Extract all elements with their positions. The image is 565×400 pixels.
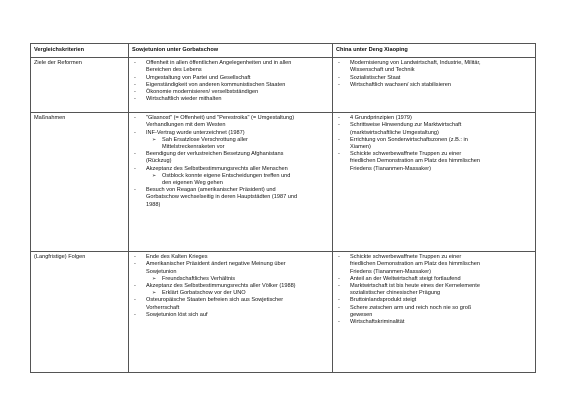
bullet-item: - Wirtschaftlich wachsen/ sich stabilisieren (336, 82, 532, 89)
table-row (31, 252, 536, 373)
bullet-item: - Modernisierung von Landwirtschaft, Industrie, Militär, (336, 60, 532, 67)
bullet-continuation: Sowjetunion (146, 268, 177, 275)
bullet-continuation: (Rückzug) (146, 158, 172, 165)
bullet-item: - Anteil an der Weltwirtschaft steigt fortlaufend (336, 276, 532, 283)
bullet-continuation: Friedens (Tiananmen-Massaker) (350, 165, 431, 172)
bullet-item: - Akzeptanz des Selbstbestimmungsrechts aller Menschen (132, 166, 329, 173)
bullet-item: - Ökonomie modernisieren/ verselbstständigen (132, 89, 329, 96)
bullet-item: - Akzeptanz des Selbstbestimmungsrechts aller Völker (1988) (132, 283, 329, 290)
bullet-item: - Sozialistischer Staat (336, 75, 532, 82)
soviet-cell (129, 58, 333, 113)
sub-bullet-item: ➢ Freundschaftliches Verhältnis (132, 276, 329, 283)
bullet-item: - Schickte schwerbewaffnete Truppen zu einer (336, 254, 532, 261)
sub-bullet-item: ➢ Ostblock konnte eigene Entscheidungen treffen und (132, 173, 329, 180)
bullet-continuation: Verhandlungen mit dem Westen (146, 122, 226, 129)
bullet-item: - Errichtung von Sonderwirtschaftszonen (z.B.: in (336, 137, 532, 144)
soviet-cell (129, 252, 333, 373)
bullet-item: - Ende des Kalten Krieges (132, 254, 329, 261)
bullet-item: - Eigenständigkeit von anderen kommunistischen Staaten (132, 82, 329, 89)
bullet-item: - Marktwirtschaft ist bis heute eines der Kernelemente (336, 283, 532, 290)
table-row (31, 58, 536, 113)
bullet-item: - Schere zwischen arm und reich noch nie so groß (336, 305, 532, 312)
bullet-item: - Umgestaltung von Partei und Gesellschaft (132, 75, 329, 82)
row-label: Maßnahmen (31, 113, 129, 252)
china-cell (333, 252, 536, 373)
table-header-row (31, 44, 536, 58)
bullet-continuation: Vorherrschaft (146, 304, 180, 311)
bullet-item: - Schickte schwerbewaffnete Truppen zu einer (336, 151, 532, 158)
bullet-item: - Bruttoinlandsprodukt steigt (336, 297, 532, 304)
bullet-item: - 4 Grundprinzipien (1979) (336, 115, 532, 122)
bullet-item: - Sowjetunion löst sich auf (132, 312, 329, 319)
bullet-continuation: sozialistischer chinesischer Prägung (350, 290, 441, 297)
header-china: China unter Deng Xiaoping (333, 44, 536, 58)
bullet-item: - "Glasnost" (= Offenheit) und "Perestroika" (= Umgestaltung) (132, 115, 329, 122)
bullet-item: - INF-Vertrag wurde unterzeichnet (1987) (132, 130, 329, 137)
bullet-continuation: friedlichen Demonstration am Platz des himmlischen (350, 158, 480, 165)
bullet-item: - Wirtschaftlich wieder mithalten (132, 96, 329, 103)
header-criteria: Vergleichskriterien (31, 44, 129, 58)
table-row (31, 113, 536, 252)
bullet-continuation: Wissenschaft und Technik (350, 67, 415, 74)
china-cell (333, 113, 536, 252)
bullet-continuation: Xiamen) (350, 144, 371, 151)
sub-bullet-item: ➢ Sah Ersatzlose Verschrottung aller (132, 137, 329, 144)
bullet-item: - Schrittweise Hinwendung zur Marktwirtschaft (336, 122, 532, 129)
bullet-continuation: 1988) (146, 201, 161, 208)
bullet-item: - Amerikanischer Präsident ändert negative Meinung über (132, 261, 329, 268)
bullet-continuation: den eigenen Weg gehen (162, 180, 223, 187)
bullet-item: - Osteuropäische Staaten befreien sich aus Sowjetischer (132, 297, 329, 304)
bullet-continuation: Gorbatschow wechselseitig in deren Hauptstädten (1987 und (146, 194, 298, 201)
china-cell (333, 58, 536, 113)
bullet-continuation: Friedens (Tiananmen-Massaker) (350, 268, 431, 275)
bullet-continuation: Bereichen des Lebens (146, 67, 202, 74)
bullet-item: - Wirtschaftskriminalität (336, 319, 532, 326)
row-label: Ziele der Reformen (31, 58, 129, 113)
comparison-table (30, 43, 536, 373)
sub-bullet-item: ➢ Erklärt Gorbatschow vor der UNO (132, 290, 329, 297)
soviet-cell (129, 113, 333, 252)
bullet-item: - Besuch von Reagan (amerikanischer Präsident) und (132, 187, 329, 194)
bullet-item: - Beendigung der verlustreichen Besetzung Afghanistans (132, 151, 329, 158)
row-label: (Langfristige) Folgen (31, 252, 129, 373)
bullet-continuation: (marktwirtschaftliche Umgestaltung) (350, 129, 439, 136)
bullet-continuation: Mittelstreckenraketen vor (162, 144, 225, 151)
bullet-continuation: gewesen (350, 311, 373, 318)
bullet-continuation: friedlichen Demonstration am Platz des himmlischen (350, 261, 480, 268)
header-soviet-union: Sowjetunion unter Gorbatschow (129, 44, 333, 58)
bullet-item: - Offenheit in allen öffentlichen Angelegenheiten und in allen (132, 60, 329, 67)
